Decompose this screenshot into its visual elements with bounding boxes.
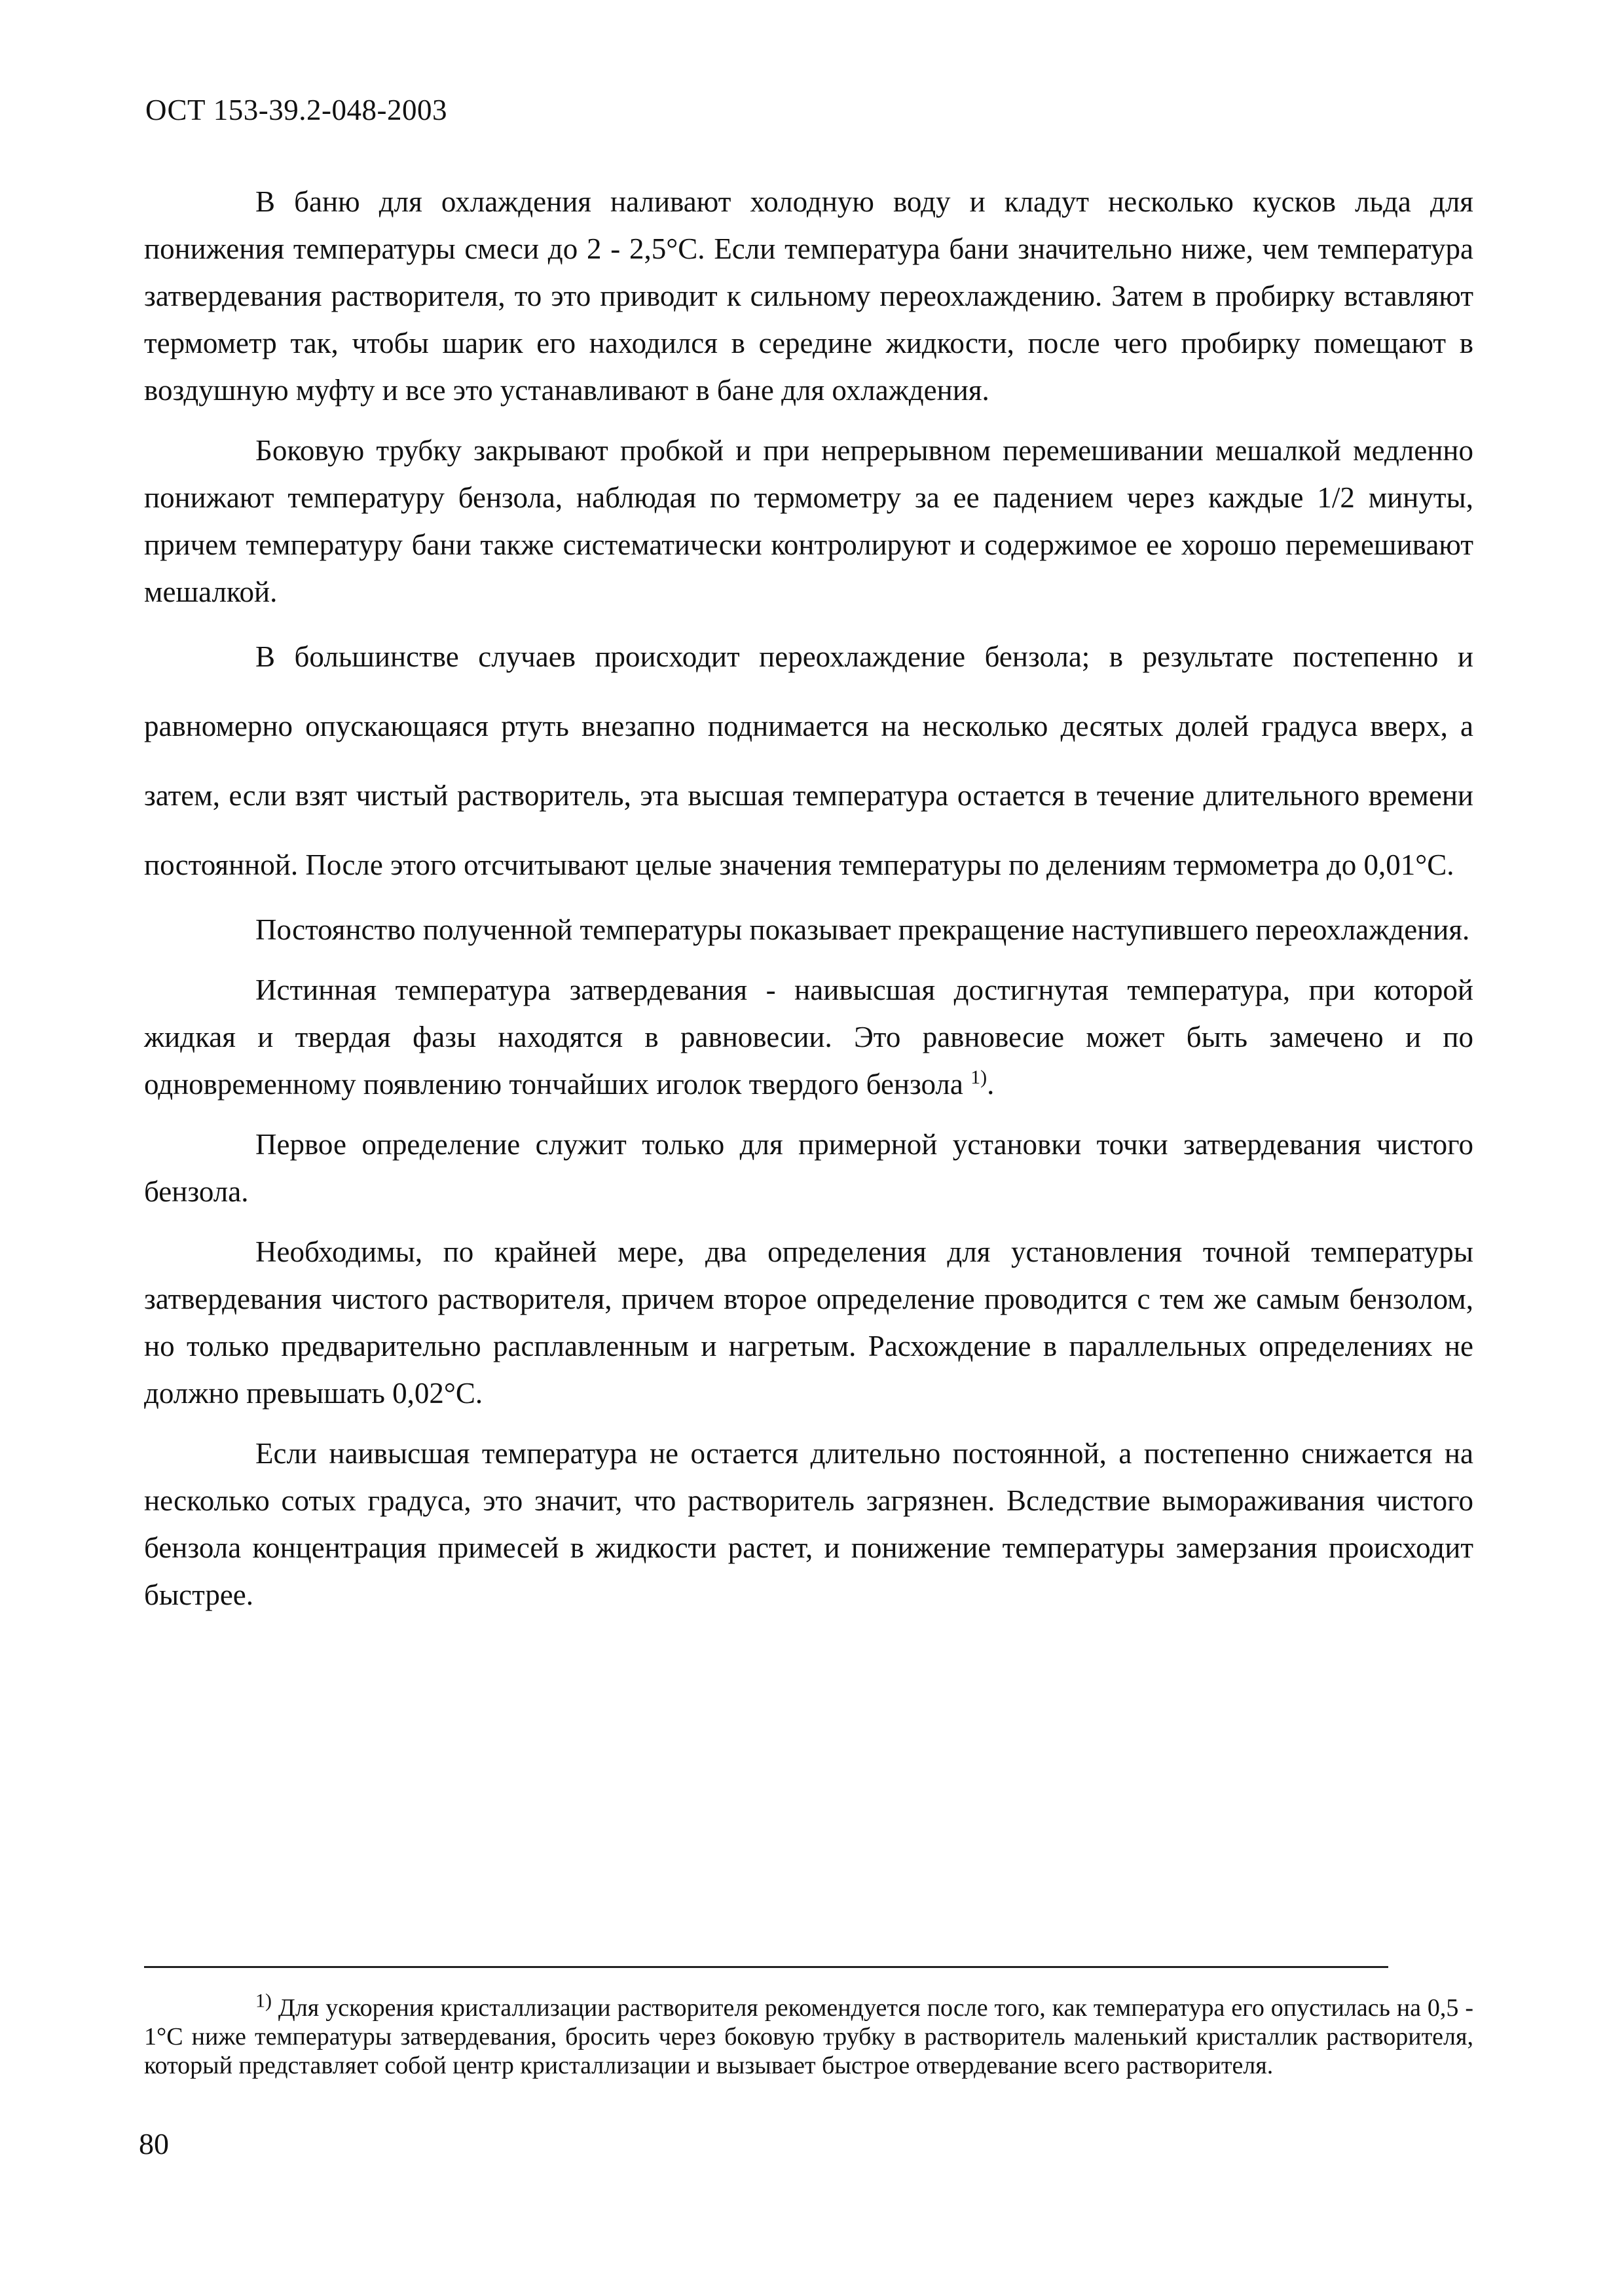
- document-code-header: ОСТ 153-39.2-048-2003: [145, 94, 448, 126]
- paragraph-2: Боковую трубку закрывают пробкой и при непрерывном перемешивании мешалкой медленно понижают температуру бензола, наблюдая по термометру за ее падением через каждые 1/2 минуты, причем температуру бани также систематически контролируют и содержимое ее хорошо перемешивают мешалкой.: [144, 434, 1473, 608]
- footnote-reference: 1): [970, 1066, 987, 1088]
- paragraph-8: Если наивысшая температура не остается длительно постоянной, а постепенно снижается на несколько сотых градуса, это значит, что растворитель загрязнен. Вследствие вымораживания чистого бензола концентрация примесей в жидкости растет, и понижение температуры замерзания происходит быстрее.: [144, 1437, 1473, 1611]
- footnote-text: Для ускорения кристаллизации растворителя рекомендуется после того, как температура его опустилась на 0,5 - 1°C ниже температуры затвердевания, бросить через боковую трубку в растворитель маленький кристаллик растворителя, который представляет собой центр кристаллизации и вызывает быстрое отвердевание всего растворителя.: [144, 1994, 1474, 2079]
- footnote: [144, 1990, 1474, 2080]
- paragraph-5: [144, 966, 1473, 1108]
- paragraph-3: В большинстве случаев происходит переохлаждение бензола; в результате постепенно и равномерно опускающаяся ртуть внезапно поднимается на несколько десятых долей градуса вверх, а затем, если взят чистый растворитель, эта высшая температура остается в течение длительного времени постоянной. После этого отсчитывают целые значения температуры по делениям термометра до 0,01°C.: [144, 640, 1473, 881]
- paragraph-5-text: Истинная температура затвердевания - наивысшая достигнутая температура, при которой жидкая и твердая фазы находятся в равновесии. Это равновесие может быть замечено и по одновременному появлению тончайших иголок твердого бензола: [144, 974, 1473, 1101]
- footnote-reference-trailing: .: [987, 1068, 995, 1101]
- page-number: 80: [139, 2127, 169, 2160]
- footnote-marker: 1): [255, 1990, 272, 2012]
- body-text: [144, 178, 1473, 1618]
- paragraph-1: В баню для охлаждения наливают холодную воду и кладут несколько кусков льда для понижения температуры смеси до 2 - 2,5°C. Если температура бани значительно ниже, чем температура затвердевания растворителя, то это приводит к сильному переохлаждению. Затем в пробирку вставляют термометр так, чтобы шарик его находился в середине жидкости, после чего пробирку помещают в воздушную муфту и все это устанавливают в бане для охлаждения.: [144, 185, 1473, 407]
- footnote-divider: [144, 1966, 1388, 1968]
- paragraph-7: Необходимы, по крайней мере, два определения для установления точной температуры затвердевания чистого растворителя, причем второе определение проводится с тем же самым бензолом, но только предварительно расплавленным и нагретым. Расхождение в параллельных определениях не должно превышать 0,02°C.: [144, 1235, 1473, 1410]
- paragraph-6: Первое определение служит только для примерной установки точки затвердевания чистого бензола.: [144, 1128, 1473, 1208]
- paragraph-4: Постоянство полученной температуры показывает прекращение наступившего переохлаждения.: [255, 913, 1470, 946]
